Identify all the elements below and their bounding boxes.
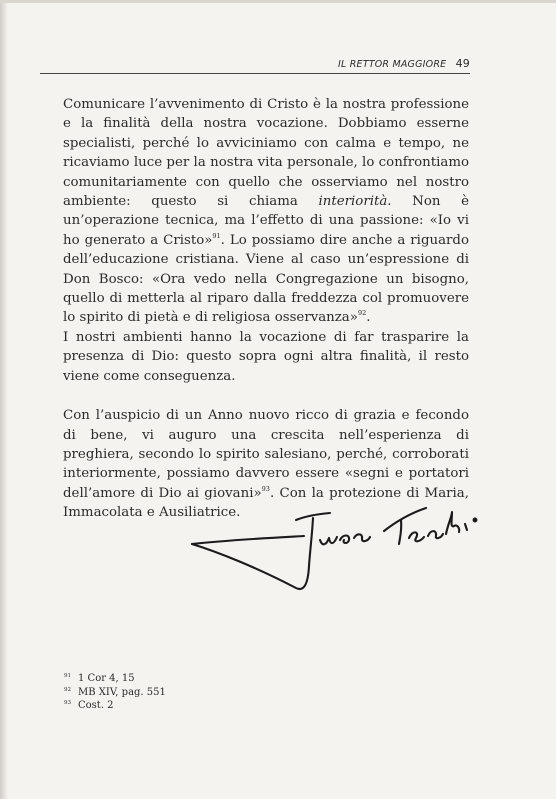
page-edge bbox=[0, 0, 8, 799]
paragraph-2: I nostri ambienti hanno la vocazione di far trasparire la presenza di Dio: questo sopra ogni altra finalità, il resto viene come conseguenza. bbox=[63, 329, 469, 384]
footnote-ref-91: 91 bbox=[212, 231, 221, 240]
footnote-ref-92: 92 bbox=[357, 309, 367, 318]
running-header bbox=[40, 57, 470, 70]
footnote-item: $^{91}$ 1 Cor 4, 15 bbox=[64, 673, 135, 684]
running-title: IL RETTOR MAGGIORE bbox=[338, 59, 447, 70]
footnote-ref-93: 93 bbox=[261, 484, 270, 493]
paragraph-1: Comunicare l’avvenimento di Cristo è la nostra professione e la finalità della nostra vocazione. Dobbiamo esserne specialisti, perché lo avviciniamo con calma e tempo, ne ricaviamo luce per la nostra vita personale, lo confrontiamo comunitariamente con quello che osserviamo nel nostro ambiente: questo si chiama interiorità. Non è un’operazione tecnica, ma l’effetto di una passione: «Io vi ho generato a Cristo»$^{91}$. Lo possiamo dire anche a riguardo dell’educazione cristiana. Viene al caso un’espressione di Don Bosco: «Ora vedo nella Congregazione un bisogno, quello di metterla al riparo dalla freddezza col promuovere lo spirito di pietà e di religiosa osservanza»$^{92}$. bbox=[63, 97, 469, 326]
page-edge-top bbox=[0, 0, 556, 3]
paragraph-3: Con l’auspicio di un Anno nuovo ricco di grazia e fecondo di bene, vi auguro una crescita nell’esperienza di preghiera, secondo lo spirito salesiano, perché, corroborati interiormente, possiamo davvero essere «segni e portatori dell’amore di Dio ai giovani»$^{93}$. Con la protezione di Maria, Immacolata e Ausiliatrice. bbox=[63, 408, 469, 521]
footnote-item: $^{92}$ MB XIV, pag. 551 bbox=[64, 686, 166, 698]
page-number: 49 bbox=[455, 57, 470, 70]
footnotes bbox=[64, 672, 364, 713]
body-text bbox=[63, 95, 469, 523]
header-rule bbox=[40, 73, 470, 74]
handwritten-signature bbox=[188, 496, 488, 606]
footnote-item: $^{93}$ Cost. 2 bbox=[64, 700, 114, 711]
emphasis-interiorita: interiorità bbox=[318, 194, 388, 210]
